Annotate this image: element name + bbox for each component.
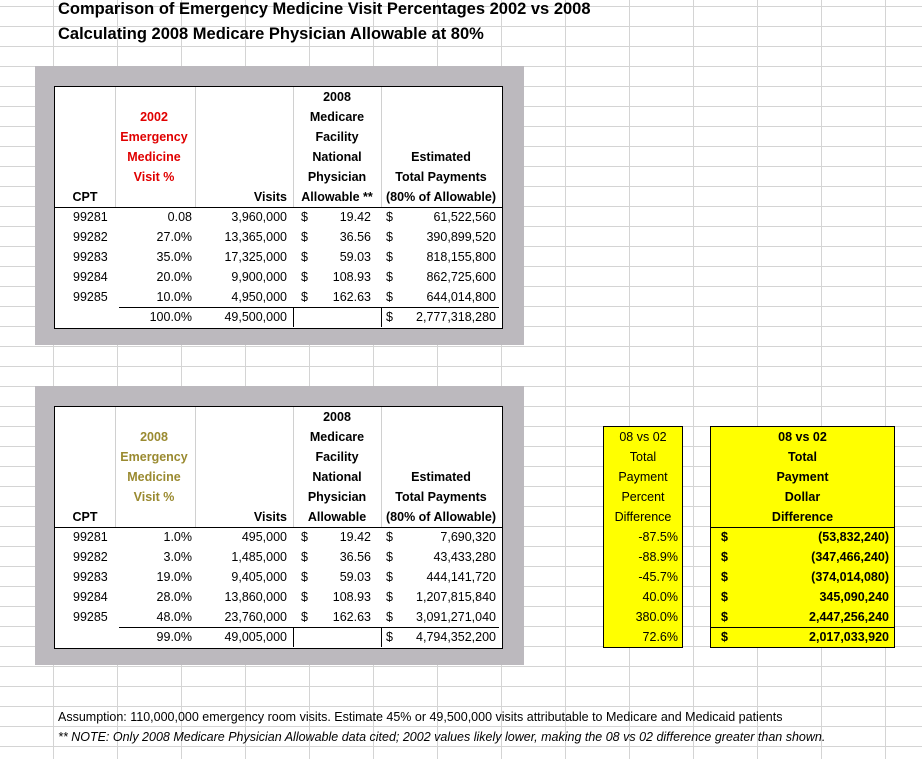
currency-symbol: $: [386, 530, 393, 544]
dollar-diff-total: 2,017,033,920: [809, 630, 889, 644]
currency-symbol: $: [301, 290, 308, 304]
total-payment: 7,690,320: [440, 530, 496, 544]
header-allowable-line: National: [312, 470, 362, 484]
allowable: 59.03: [339, 570, 371, 584]
currency-symbol: $: [386, 210, 393, 224]
header-cpt: CPT: [72, 510, 98, 524]
grid-vline: [293, 407, 294, 527]
total-payment: 644,014,800: [426, 290, 496, 304]
visits: 23,760,000: [224, 610, 287, 624]
header-allowable-line: Allowable: [307, 510, 367, 524]
dollar-diff-header-line: Total: [788, 450, 817, 464]
visit-pct: 19.0%: [156, 570, 192, 584]
grid-vline: [381, 407, 382, 527]
visits: 4,950,000: [231, 290, 287, 304]
total-payment: 43,433,280: [433, 550, 496, 564]
grid-vline: [195, 407, 196, 527]
currency-symbol: $: [386, 550, 393, 564]
header-visit-pct-line: 2002: [140, 110, 168, 124]
header-allowable-line: Medicare: [309, 110, 365, 124]
pct-diff-value: 40.0%: [642, 590, 678, 604]
total-payment: 862,725,600: [426, 270, 496, 284]
visits: 1,485,000: [231, 550, 287, 564]
total-payment: 61,522,560: [433, 210, 496, 224]
pct-diff-header-line: Difference: [614, 510, 672, 524]
total-visits: 49,500,000: [224, 310, 287, 324]
grid-vline: [115, 87, 116, 207]
header-payments-line: Estimated: [411, 470, 471, 484]
cpt-code: 99284: [73, 270, 108, 284]
header-visit-pct-line: Medicine: [127, 150, 181, 164]
header-allowable-line: Facility: [315, 450, 359, 464]
currency-symbol: $: [386, 270, 393, 284]
visit-pct: 20.0%: [156, 270, 192, 284]
currency-symbol: $: [386, 250, 393, 264]
dollar-diff-header-line: Payment: [776, 470, 829, 484]
allowable: 59.03: [339, 250, 371, 264]
header-visits: Visits: [253, 510, 287, 524]
currency-symbol: $: [721, 590, 728, 604]
currency-symbol: $: [301, 230, 308, 244]
percent-difference-box: [603, 426, 683, 648]
header-payments-line: Total Payments: [395, 490, 487, 504]
grid-vline: [293, 627, 294, 647]
header-payments-line: (80% of Allowable): [386, 510, 496, 524]
pct-diff-value: -87.5%: [638, 530, 678, 544]
dollar-diff-header-line: Difference: [771, 510, 834, 524]
header-cpt: CPT: [72, 190, 98, 204]
allowable: 36.56: [339, 550, 371, 564]
visits: 13,365,000: [224, 230, 287, 244]
total-payment: 1,207,815,840: [416, 590, 496, 604]
header-visit-pct-line: Medicine: [127, 470, 181, 484]
currency-symbol: $: [386, 290, 393, 304]
grid-vline: [293, 87, 294, 207]
header-allowable-line: Allowable **: [301, 190, 373, 204]
currency-symbol: $: [301, 610, 308, 624]
visit-pct: 27.0%: [156, 230, 192, 244]
header-visit-pct-line: Visit %: [133, 170, 175, 184]
allowable: 19.42: [339, 530, 371, 544]
grand-total-payment: 4,794,352,200: [416, 630, 496, 644]
total-visits: 49,005,000: [224, 630, 287, 644]
grid-vline: [381, 307, 382, 327]
header-allowable-line: 2008: [323, 410, 351, 424]
allowable: 162.63: [332, 290, 371, 304]
currency-symbol: $: [386, 230, 393, 244]
visits: 495,000: [241, 530, 287, 544]
total-payment: 3,091,271,040: [416, 610, 496, 624]
pct-diff-header-line: Payment: [618, 470, 668, 484]
header-visits: Visits: [253, 190, 287, 204]
dollar-difference-box: [710, 426, 895, 648]
header-visit-pct-line: 2008: [140, 430, 168, 444]
header-visit-pct-line: Emergency: [120, 450, 188, 464]
page-title: Comparison of Emergency Medicine Visit Percentages 2002 vs 2008: [58, 0, 591, 18]
currency-symbol: $: [386, 610, 393, 624]
header-visit-pct-line: Visit %: [133, 490, 175, 504]
header-allowable-line: Physician: [307, 170, 367, 184]
cpt-code: 99281: [73, 530, 108, 544]
total-payment: 818,155,800: [426, 250, 496, 264]
pct-diff-header-line: 08 vs 02: [619, 430, 667, 444]
header-visit-pct-line: Emergency: [120, 130, 188, 144]
cpt-code: 99285: [73, 290, 108, 304]
header-allowable-line: Physician: [307, 490, 367, 504]
page-subtitle: Calculating 2008 Medicare Physician Allowable at 80%: [58, 25, 484, 43]
allowable: 36.56: [339, 230, 371, 244]
cpt-code: 99281: [73, 210, 108, 224]
currency-symbol: $: [301, 210, 308, 224]
visits: 9,405,000: [231, 570, 287, 584]
cpt-code: 99282: [73, 230, 108, 244]
pct-diff-total: 72.6%: [642, 630, 678, 644]
dollar-diff-header-line: 08 vs 02: [778, 430, 827, 444]
pct-diff-header-line: Total: [629, 450, 657, 464]
cpt-code: 99282: [73, 550, 108, 564]
header-allowable-line: National: [312, 150, 362, 164]
cpt-code: 99285: [73, 610, 108, 624]
total-payment: 390,899,520: [426, 230, 496, 244]
currency-symbol: $: [301, 590, 308, 604]
grid-vline: [195, 87, 196, 207]
grid-vline: [293, 307, 294, 327]
allowable: 108.93: [332, 270, 371, 284]
visit-pct: 10.0%: [156, 290, 192, 304]
currency-symbol: $: [721, 550, 728, 564]
cpt-code: 99284: [73, 590, 108, 604]
total-visit-pct: 99.0%: [156, 630, 192, 644]
grid-vline: [381, 627, 382, 647]
allowable: 162.63: [332, 610, 371, 624]
pct-diff-header-line: Percent: [621, 490, 665, 504]
footnote: ** NOTE: Only 2008 Medicare Physician Allowable data cited; 2002 values likely lower, making the 08 vs 02 difference greater than shown.: [58, 730, 826, 744]
grid-vline: [115, 407, 116, 527]
table-2008: [54, 406, 503, 649]
currency-symbol: $: [386, 630, 393, 644]
dollar-diff-value: 345,090,240: [819, 590, 889, 604]
currency-symbol: $: [301, 250, 308, 264]
currency-symbol: $: [301, 570, 308, 584]
dollar-diff-value: (53,832,240): [818, 530, 889, 544]
dollar-diff-value: (374,014,080): [811, 570, 889, 584]
cpt-code: 99283: [73, 570, 108, 584]
currency-symbol: $: [301, 530, 308, 544]
currency-symbol: $: [721, 570, 728, 584]
currency-symbol: $: [721, 610, 728, 624]
header-payments-line: Estimated: [411, 150, 471, 164]
currency-symbol: $: [386, 570, 393, 584]
currency-symbol: $: [386, 310, 393, 324]
visits: 17,325,000: [224, 250, 287, 264]
header-payments-line: (80% of Allowable): [386, 190, 496, 204]
currency-symbol: $: [721, 530, 728, 544]
dollar-diff-value: 2,447,256,240: [809, 610, 889, 624]
visit-pct: 35.0%: [156, 250, 192, 264]
total-visit-pct: 100.0%: [149, 310, 192, 324]
pct-diff-value: -88.9%: [638, 550, 678, 564]
header-payments-line: Total Payments: [395, 170, 487, 184]
header-allowable-line: 2008: [323, 90, 351, 104]
table-2002: [54, 86, 503, 329]
visits: 13,860,000: [224, 590, 287, 604]
dollar-diff-header-line: Dollar: [784, 490, 821, 504]
header-allowable-line: Facility: [315, 130, 359, 144]
pct-diff-value: -45.7%: [638, 570, 678, 584]
allowable: 19.42: [339, 210, 371, 224]
currency-symbol: $: [386, 590, 393, 604]
dollar-diff-value: (347,466,240): [811, 550, 889, 564]
currency-symbol: $: [301, 270, 308, 284]
visit-pct: 48.0%: [156, 610, 192, 624]
header-allowable-line: Medicare: [309, 430, 365, 444]
visit-pct: 1.0%: [163, 530, 192, 544]
currency-symbol: $: [301, 550, 308, 564]
grand-total-payment: 2,777,318,280: [416, 310, 496, 324]
visits: 3,960,000: [231, 210, 287, 224]
visit-pct: 0.08: [167, 210, 192, 224]
assumption-note: Assumption: 110,000,000 emergency room visits. Estimate 45% or 49,500,000 visits attributable to Medicare and Medicaid patients: [58, 710, 783, 724]
allowable: 108.93: [332, 590, 371, 604]
grid-vline: [381, 87, 382, 207]
visit-pct: 3.0%: [163, 550, 192, 564]
total-payment: 444,141,720: [426, 570, 496, 584]
currency-symbol: $: [721, 630, 728, 644]
visits: 9,900,000: [231, 270, 287, 284]
cpt-code: 99283: [73, 250, 108, 264]
pct-diff-value: 380.0%: [635, 610, 678, 624]
visit-pct: 28.0%: [156, 590, 192, 604]
